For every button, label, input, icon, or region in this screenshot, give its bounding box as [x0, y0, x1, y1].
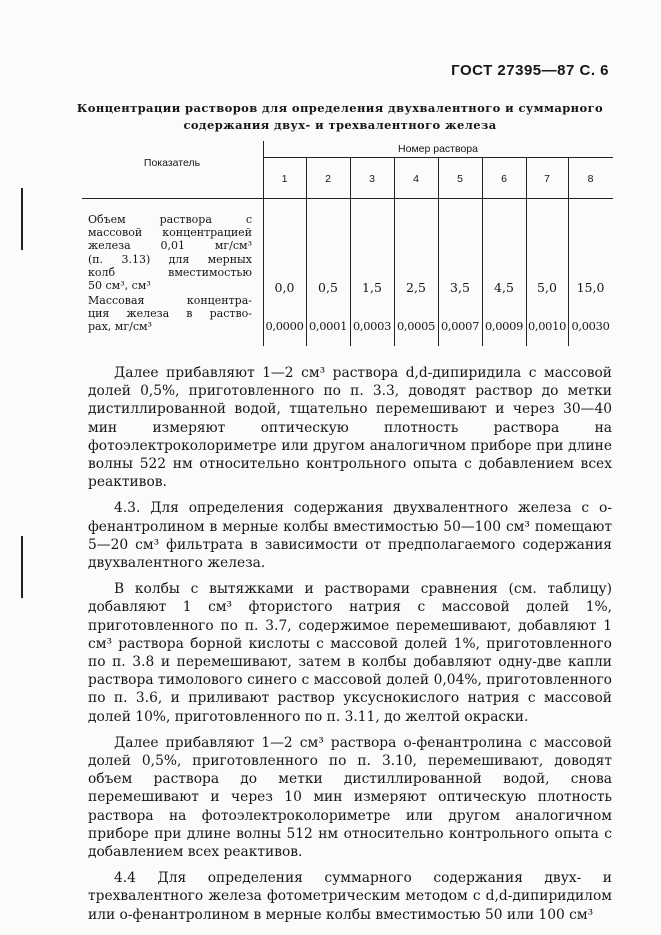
table-cell: 0,0003: [352, 319, 392, 333]
label-line: Объем раствора с: [88, 213, 252, 226]
label-line: массовой концентрацией: [88, 226, 252, 240]
margin-mark: [21, 536, 23, 598]
table-cell: 1,5: [362, 280, 382, 295]
paragraph: 4.3. Для определения содержания двухвалентного железа с о-фенантролином в мерные колбы вместимостью 50—100 см³ помещают 5—20 см³ фильтрата в зависимости от предполагаемого содержания двухвалентного железа.: [88, 500, 612, 572]
column-number: 8: [587, 173, 594, 185]
column-number: 1: [281, 173, 288, 185]
table-caption: [60, 100, 620, 134]
table-cell: 0,0: [274, 280, 295, 295]
paragraph: Далее прибавляют 1—2 см³ раствора о-фенантролина с массовой долей 0,5%, приготовленного по п. 3.10, перемешивают, доводят объем раствора до метки дистиллированной водой, снова перемешивают и через 10 мин измеряют оптическую плотность раствора на фотоэлектроколориметре или другом аналогичном приборе при длине волны 512 нм относительно контрольного опыта с добавлением всех реактивов.: [88, 734, 612, 861]
table-cell: 0,5: [318, 280, 338, 295]
table-cell: 3,5: [450, 280, 470, 295]
caption-line: содержания двух- и трехвалентного железа: [183, 118, 497, 132]
column-number: 6: [501, 173, 507, 185]
table-cell: 2,5: [406, 280, 426, 295]
paragraph: В колбы с вытяжками и растворами сравнения (см. таблицу) добавляют 1 см³ фтористого натрия с массовой долей 1%, приготовленного по п. 3.7, содержимое перемешивают, добавляют 1 см³ раствора борной кислоты с массовой долей 1%, приготовленного по п. 3.8 и перемешивают, затем в колбы добавляют одну-две капли раствора тимолового синего с массовой долей 0,04%, приготовленного по п. 3.6, и приливают раствор уксуснокислого натрия с массовой долей 10%, приготовленного по п. 3.11, до желтой окраски.: [88, 581, 612, 725]
label-line: колб вместимостью: [88, 265, 252, 279]
caption-line: Концентрации растворов для определения двухвалентного и суммарного: [76, 101, 604, 115]
table-cell: 0,0009: [484, 319, 524, 333]
body-text: [88, 364, 612, 932]
table-cell: 0,0001: [308, 319, 348, 333]
row-label-volume: [88, 213, 252, 292]
table-cell: 0,0010: [527, 319, 567, 333]
paragraph: Далее прибавляют 1—2 см³ раствора d,d-дипиридила с массовой долей 0,5%, приготовленного по п. 3.3, доводят раствор до метки дистиллированной водой, тщательно перемешивают и через 30—40 мин измеряют оптическую плотность раствора на фотоэлектроколориметре или другом аналогичном приборе при длине волны 522 нм относительно контрольного опыта с добавлением всех реактивов.: [88, 365, 612, 491]
table-cell: 0,0000: [265, 319, 304, 333]
row-label-concentration: [88, 294, 252, 334]
column-number: 7: [544, 173, 550, 185]
margin-mark: [21, 188, 23, 250]
label-line: рах, мг/см³: [88, 320, 152, 334]
label-line: (п. 3.13) для мерных: [88, 252, 252, 266]
table-cell: 5,0: [537, 280, 557, 295]
column-number: 5: [457, 173, 463, 185]
table-cell: 15,0: [576, 280, 605, 295]
table-cell: 0,0007: [440, 319, 480, 333]
table-cell: 4,5: [494, 280, 514, 295]
column-number: 2: [325, 173, 331, 185]
label-line: железа 0,01 мг/см³: [88, 239, 252, 253]
table-rule: [263, 141, 264, 346]
table-cell: 0,0030: [571, 319, 610, 333]
table-rule: [82, 198, 613, 199]
label-line: Массовая концентра-: [88, 294, 252, 307]
table-cell: 0,0005: [396, 319, 436, 333]
column-group-header: Номер раствора: [398, 143, 478, 155]
column-number: 3: [369, 173, 375, 185]
column-header-indicator: Показатель: [143, 157, 201, 169]
label-line: ция железа в раство-: [88, 307, 252, 321]
label-line: 50 см³, см³: [88, 279, 151, 293]
column-number: 4: [413, 173, 419, 185]
page-header: ГОСТ 27395—87 С. 6: [451, 62, 609, 79]
concentration-table: [82, 141, 613, 346]
paragraph: 4.4 Для определения суммарного содержания двух- и трехвалентного железа фотометрическим методом с d,d-дипиридилом или о-фенантролином в мерные колбы вместимостью 50 или 100 см³: [88, 870, 612, 923]
